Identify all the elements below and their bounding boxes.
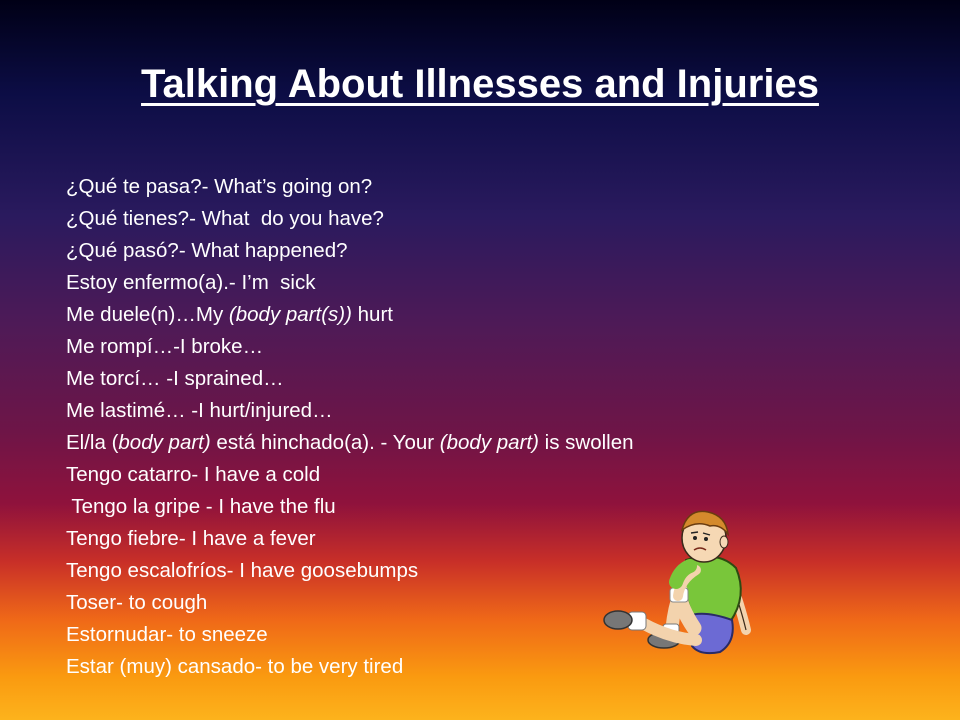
phrase-italic-text: body part) — [118, 431, 211, 454]
injured-boy-illustration — [600, 500, 770, 670]
phrase-text: hurt — [351, 303, 393, 326]
phrase-text: Me rompí…-I broke… — [66, 335, 264, 358]
phrase-text: ¿Qué tienes?- What do you have? — [66, 207, 384, 230]
phrase-text: Estar (muy) cansado- to be very tired — [66, 655, 404, 678]
phrase-text: está hinchado(a). - Your — [210, 431, 440, 454]
phrase-text: ¿Qué te pasa?- What’s going on? — [66, 175, 373, 198]
phrase-line — [66, 363, 766, 395]
phrase-text: Tengo escalofríos- I have goosebumps — [66, 559, 419, 582]
phrase-line — [66, 427, 766, 459]
phrase-line — [66, 331, 766, 363]
phrase-line — [66, 395, 766, 427]
phrase-text: Me lastimé… -I hurt/injured… — [66, 399, 333, 422]
phrase-text: Me duele(n)…My — [66, 303, 229, 326]
phrase-text: El/la ( — [66, 431, 119, 454]
phrase-text: is swollen — [538, 431, 634, 454]
phrase-text: Estornudar- to sneeze — [66, 623, 268, 646]
phrase-text: Estoy enfermo(a).- I’m sick — [66, 271, 316, 294]
phrase-text: Tengo catarro- I have a cold — [66, 463, 321, 486]
phrase-text: ¿Qué pasó?- What happened? — [66, 239, 348, 262]
phrase-line — [66, 299, 766, 331]
slide-title: Talking About Illnesses and Injuries — [141, 62, 819, 106]
phrase-text: Tengo la gripe - I have the flu — [66, 495, 336, 518]
phrase-text: Tengo fiebre- I have a fever — [66, 527, 316, 550]
phrase-line — [66, 459, 766, 491]
phrase-line — [66, 267, 766, 299]
phrase-line — [66, 235, 766, 267]
phrase-line — [66, 203, 766, 235]
phrase-text: Toser- to cough — [66, 591, 208, 614]
phrase-text: Me torcí… -I sprained… — [66, 367, 284, 390]
phrase-italic-text: (body part) — [439, 431, 539, 454]
phrase-line — [66, 171, 766, 203]
phrase-italic-text: (body part(s)) — [228, 303, 352, 326]
